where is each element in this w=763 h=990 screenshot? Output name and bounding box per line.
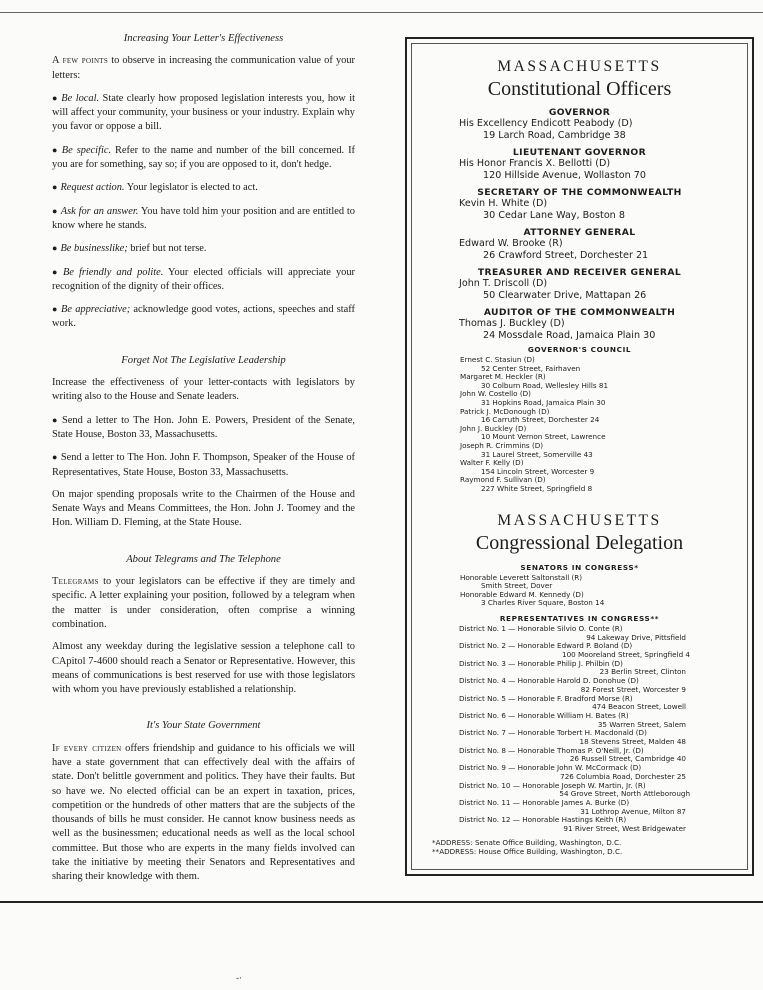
section-title: It's Your State Government	[146, 720, 261, 732]
councillor-name: Ernest C. Stasiun (D)	[460, 355, 535, 364]
district-address: 35 Warren Street, Salem	[597, 719, 686, 729]
district-line: District No. 1 — Honorable Silvio O. Conte (R)	[459, 623, 623, 633]
official-name: Thomas J. Buckley (D)	[459, 318, 565, 329]
paragraph	[52, 575, 355, 632]
councillor-address: 31 Hopkins Road, Jamaica Plain 30	[481, 397, 606, 407]
paragraph-text: offers friendship and guidance to his officials we will have a state government that can effectively deal with the affairs of state. Don't belittle government and politics. They have their faults. But so have we. No elected official can be an expert in taxation, prices, competition or the hundreds of other matters that are the subjects of the thousands of bills he must consider. He cannot know business needs as well as the businessmen; educational needs as well as the local school committee. But those who are experts in the many fields involved can take the initiative by meeting their Senators and Representatives and sharing their knowledge with them.	[52, 742, 355, 883]
bullet-point	[52, 91, 355, 135]
official-address: 26 Crawford Street, Dorchester 21	[483, 249, 649, 261]
bullet-point	[52, 302, 355, 332]
district-address: 91 River Street, West Bridgewater	[563, 824, 686, 834]
office-title: TREASURER AND RECEIVER GENERAL	[477, 267, 682, 278]
bullet-lead: Be businesslike;	[60, 243, 128, 255]
paragraph: On major spending proposals write to the Chairmen of the House and Senate Ways and Means Committees, the Hon. John J. Toomey and the Hon. William D. Fleming, at the State House.	[52, 488, 355, 529]
councillor-name: John W. Costello (D)	[460, 389, 531, 399]
constitutional-officers-title: Constitutional Officers	[487, 78, 672, 100]
bullet-icon: ●	[52, 414, 59, 425]
district-line: District No. 8 — Honorable Thomas P. O'Neill, Jr. (D)	[459, 745, 644, 755]
district-address: 18 Stevens Street, Malden 48	[579, 737, 686, 747]
district-line: District No. 3 — Honorable Philip J. Philbin (D)	[459, 658, 623, 668]
district-line: District No. 9 — Honorable John W. McCormack (D)	[459, 763, 642, 773]
bullet-icon: ●	[52, 304, 59, 315]
bullet-icon: ●	[52, 144, 59, 155]
bullet-text: Your legislator is elected to act.	[124, 182, 258, 194]
senate-address-footnote: *ADDRESS: Senate Office Building, Washington, D.C.	[432, 837, 622, 847]
bullet-icon: ●	[52, 182, 58, 193]
councillor-address: 31 Laurel Street, Somerville 43	[481, 449, 593, 459]
bullet-lead: Be friendly and polite.	[62, 266, 164, 278]
bullet-lead: Ask for an answer.	[60, 205, 139, 217]
senators-title: SENATORS IN CONGRESS*	[520, 562, 639, 572]
bullet-text: Send a letter to The Hon. John E. Powers, President of the Senate, State House, Boston 33, Massachusetts.	[52, 414, 356, 440]
representatives-list	[412, 625, 747, 834]
bullet-text: State clearly how proposed legislation interests you, how it will affect your community, your business or your industry. Explain why you favor or oppose a bill.	[52, 92, 355, 133]
district-address: 54 Grove Street, North Attleborough	[559, 789, 690, 799]
bullet-point	[52, 180, 355, 195]
office-title: LIEUTENANT GOVERNOR	[512, 147, 647, 158]
district-line: District No. 6 — Honorable William H. Bates (R)	[459, 710, 629, 720]
lead-in: Telegrams	[52, 576, 99, 588]
bullet-icon: ●	[52, 452, 58, 463]
congressional-delegation-title: Congressional Delegation	[475, 531, 684, 554]
bullet-text: Send a letter to The Hon. John F. Thompson, Speaker of the House of Representatives, State House, Boston 33, Massachusetts.	[52, 452, 355, 478]
officials-box-inner	[411, 43, 748, 870]
left-column	[52, 32, 355, 907]
district-address: 100 Mooreland Street, Springfield 4	[562, 649, 690, 659]
district-line: District No. 11 — Honorable James A. Burke (D)	[459, 797, 630, 807]
top-rule	[0, 12, 763, 13]
senator-name: Honorable Leverett Saltonstall (R)	[460, 572, 583, 582]
paragraph-text: to observe in increasing the communication value of your letters:	[52, 55, 355, 81]
official-address: 120 Hillside Avenue, Wollaston 70	[483, 169, 646, 181]
district-line: District No. 5 — Honorable F. Bradford Morse (R)	[459, 693, 633, 703]
councillor-address: 10 Mount Vernon Street, Lawrence	[481, 432, 606, 442]
councillor-address: 16 Carruth Street, Dorchester 24	[481, 415, 600, 425]
bullet-point	[52, 265, 355, 295]
councillor-name: John J. Buckley (D)	[460, 423, 527, 433]
lead-in: If every citizen	[52, 742, 122, 754]
bullet-text: Your elected officials will appreciate your recognition of the dignity of their offices.	[52, 266, 355, 292]
district-line: District No. 4 — Honorable Harold D. Donohue (D)	[459, 676, 639, 686]
bullet-text: brief but not terse.	[127, 243, 207, 255]
official-address: 19 Larch Road, Cambridge 38	[483, 129, 626, 141]
print-speck: -·	[236, 974, 242, 984]
councillor-address: 154 Lincoln Street, Worcester 9	[481, 466, 595, 476]
official-name: His Excellency Endicott Peabody (D)	[459, 118, 633, 129]
senator-address: 3 Charles River Square, Boston 14	[481, 598, 605, 608]
district-line: District No. 2 — Honorable Edward P. Boland (D)	[459, 641, 633, 651]
office-title: ATTORNEY GENERAL	[523, 227, 636, 238]
bullet-text: You have told him your position and are entitled to know where he stands.	[52, 205, 355, 231]
district-address: 94 Lakeway Drive, Pittsfield	[586, 632, 686, 642]
bullet-lead: Be specific.	[61, 144, 112, 156]
state-heading: MASSACHUSETTS	[497, 58, 662, 75]
official-address: 24 Mossdale Road, Jamaica Plain 30	[483, 329, 656, 341]
state-heading: MASSACHUSETTS	[497, 511, 662, 529]
senator-name: Honorable Edward M. Kennedy (D)	[460, 589, 584, 599]
house-address-footnote: **ADDRESS: House Office Building, Washington, D.C.	[432, 847, 623, 857]
office-title: GOVERNOR	[548, 107, 611, 118]
council-title: GOVERNOR'S COUNCIL	[527, 345, 632, 354]
paragraph: Almost any weekday during the legislative session a telephone call to CApitol 7-4600 should reach a Senator or Representative. However, this means of communications is best reserved for use with those legislators with whom you have previously established a relationship.	[52, 641, 355, 696]
official-name: Kevin H. White (D)	[459, 198, 548, 209]
district-address: 474 Beacon Street, Lowell	[592, 702, 686, 712]
official-name: Edward W. Brooke (R)	[459, 238, 563, 249]
district-address: 726 Columbia Road, Dorchester 25	[560, 771, 686, 781]
office-title: SECRETARY OF THE COMMONWEALTH	[477, 187, 682, 198]
bullet-lead: Be appreciative;	[61, 304, 131, 316]
district-address: 26 Russell Street, Cambridge 40	[569, 754, 686, 764]
district-line: District No. 12 — Honorable Hastings Keith (R)	[459, 815, 627, 825]
bullet-lead: Be local.	[61, 92, 100, 104]
paragraph	[52, 54, 355, 83]
district-line: District No. 10 — Honorable Joseph W. Martin, Jr. (R)	[459, 780, 646, 790]
bullet-icon: ●	[52, 266, 60, 277]
bottom-rule	[0, 901, 763, 903]
district-address: 23 Berlin Street, Clinton	[599, 667, 686, 677]
officials-box	[405, 37, 754, 876]
section-title: About Telegrams and The Telephone	[126, 553, 281, 565]
representatives-title: REPRESENTATIVES IN CONGRESS**	[499, 613, 660, 623]
district-line: District No. 7 — Honorable Torbert H. Macdonald (D)	[459, 728, 647, 738]
councillor-name: Joseph R. Crimmins (D)	[460, 440, 544, 450]
bullet-lead: Request action.	[60, 182, 125, 194]
official-address: 50 Clearwater Drive, Mattapan 26	[483, 289, 647, 301]
office-title: AUDITOR OF THE COMMONWEALTH	[483, 307, 676, 318]
district-address: 82 Forest Street, Worcester 9	[580, 684, 686, 694]
councillor-name: Margaret M. Heckler (R)	[460, 372, 546, 382]
bullet-text: acknowledge good votes, actions, speeches and staff work.	[52, 304, 355, 330]
councillor-address: 30 Colburn Road, Wellesley Hills 81	[481, 380, 609, 390]
councillor-address: 52 Center Street, Fairhaven	[481, 363, 581, 373]
bullet-point	[52, 143, 355, 173]
section-title: Increasing Your Letter's Effectiveness	[123, 33, 284, 44]
bullet-point	[52, 204, 355, 234]
paragraph	[52, 742, 355, 885]
official-address: 30 Cedar Lane Way, Boston 8	[483, 209, 625, 221]
paragraph-text: to your legislators can be effective if they are timely and specific. A letter explaining your position, followed by a telegram when the matter is under consideration, often comprise a winning combination.	[52, 576, 355, 630]
bullet-text: Refer to the name and number of the bill concerned. If you are for something, say so; if you are opposed to it, don't hedge.	[52, 144, 356, 171]
senator-address: Smith Street, Dover	[481, 581, 553, 591]
section-telegrams-telephone	[52, 553, 355, 698]
section-title: Forget Not The Legislative Leadership	[121, 354, 286, 366]
section-state-government	[52, 719, 355, 884]
councillor-name: Walter F. Kelly (D)	[460, 458, 524, 468]
district-address: 31 Lothrop Avenue, Milton 87	[580, 806, 686, 816]
section-letter-effectiveness	[52, 32, 355, 332]
councillor-name: Patrick J. McDonough (D)	[460, 406, 550, 416]
bullet-icon: ●	[52, 92, 59, 103]
bullet-icon: ●	[52, 243, 58, 254]
bullet-icon: ●	[52, 205, 58, 216]
councillor-address: 227 White Street, Springfield 8	[481, 483, 593, 493]
official-name: His Honor Francis X. Bellotti (D)	[459, 158, 611, 169]
bullet-point	[52, 413, 355, 443]
bullet-point	[52, 241, 355, 256]
councillor-name: Raymond F. Sullivan (D)	[460, 475, 546, 485]
lead-in: A few points	[52, 55, 109, 67]
bullet-point	[52, 450, 355, 480]
paragraph: Increase the effectiveness of your letter-contacts with legislators by writing also to the House and Senate leaders.	[52, 377, 355, 403]
section-legislative-leadership	[52, 354, 355, 531]
official-name: John T. Driscoll (D)	[459, 278, 548, 289]
